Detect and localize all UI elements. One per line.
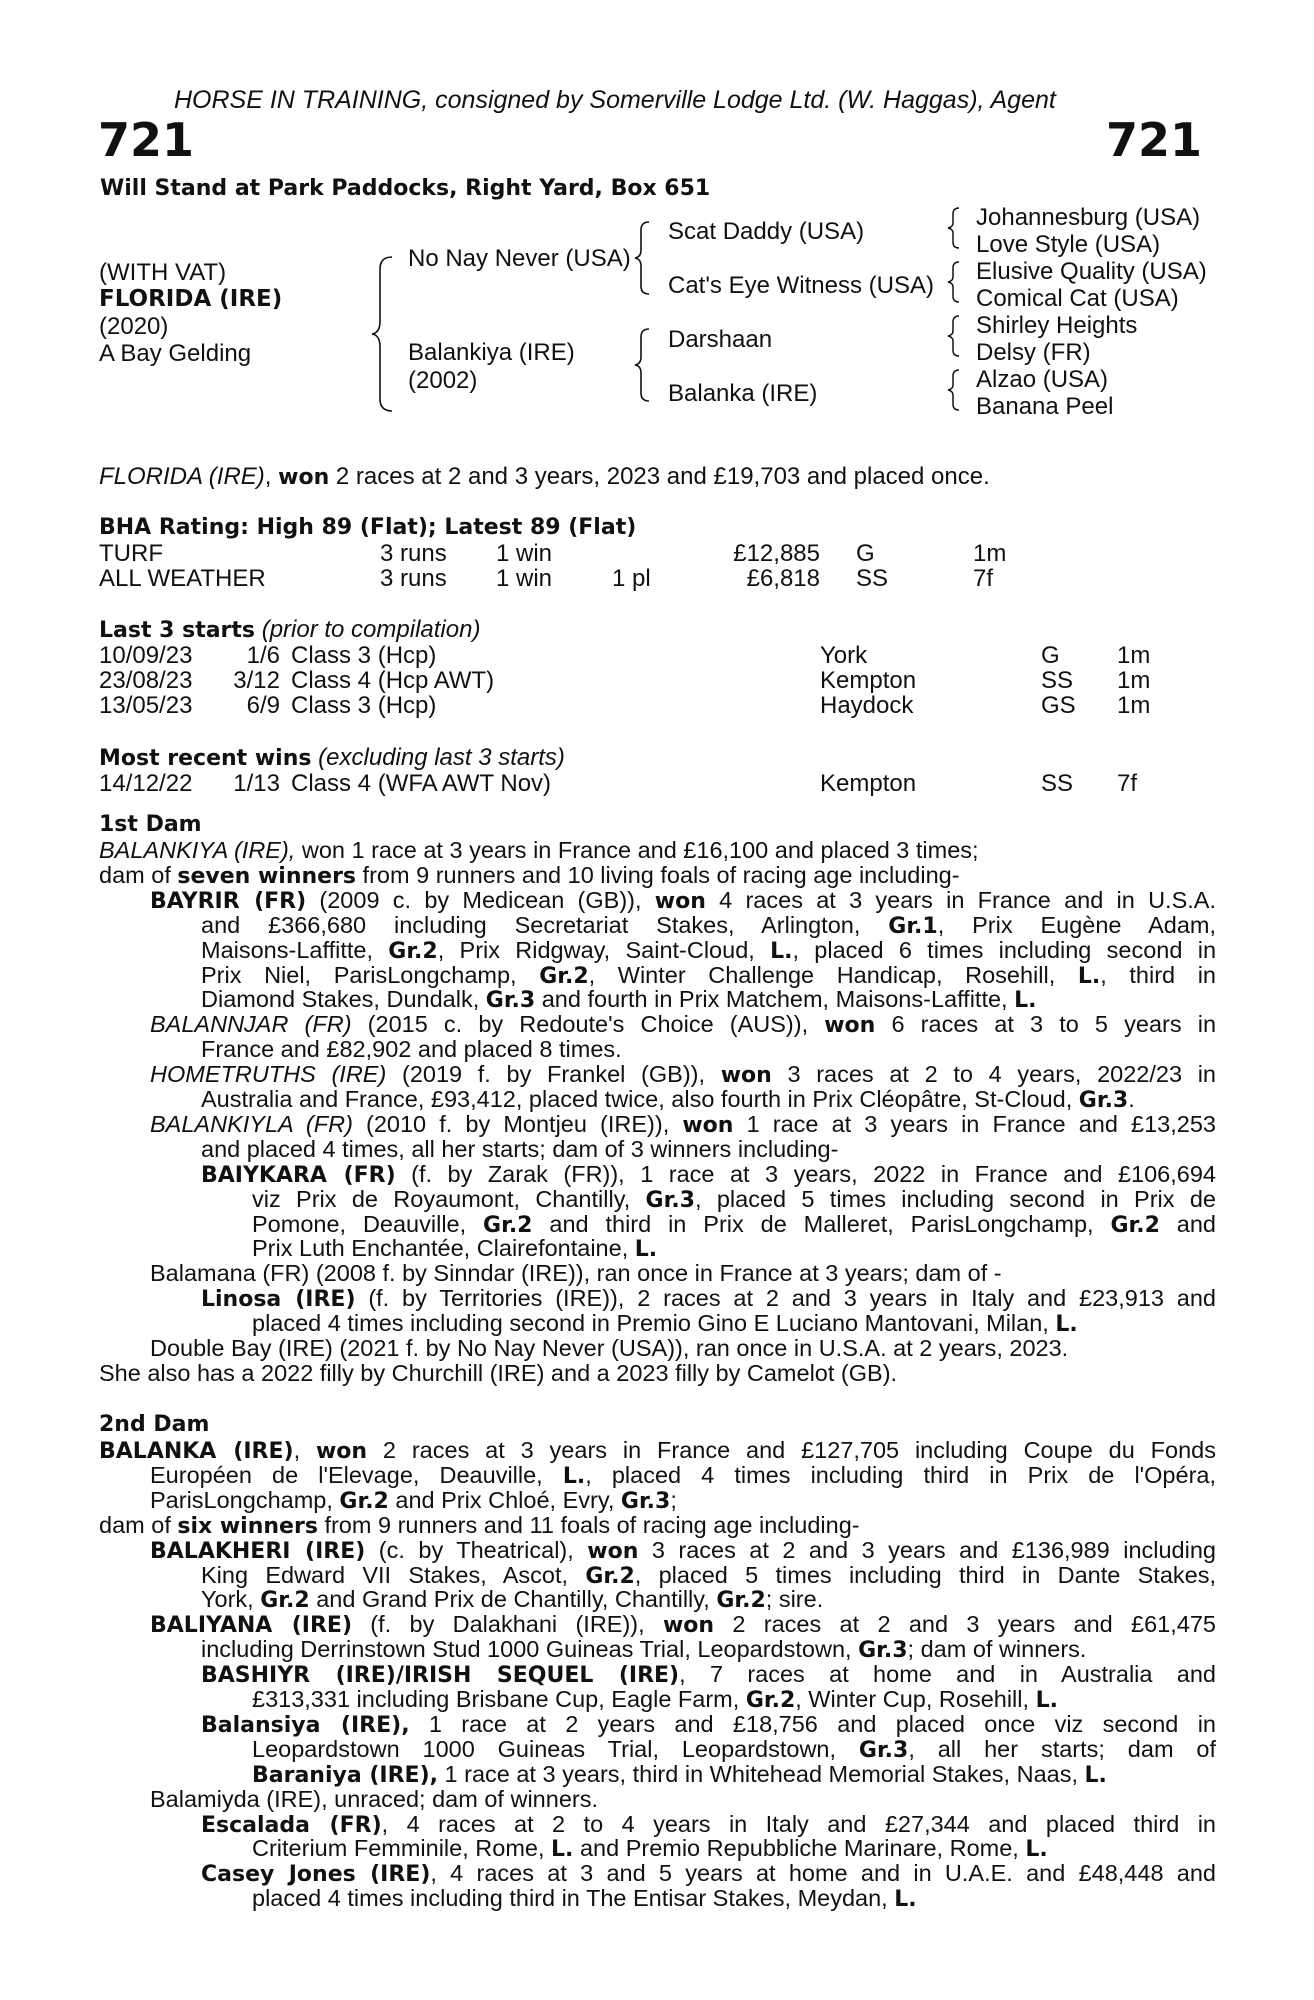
pedigree-text-line: BAIYKARA (FR) (f. by Zarak (FR)), 1 race at 3 years, 2022 in France and £106,694 xyxy=(201,1160,1216,1188)
last-start-course: Kempton xyxy=(820,667,917,694)
last-start-going: SS xyxy=(1041,667,1074,694)
pedigree-g5: Shirley Heights xyxy=(976,312,1138,339)
lot-number-left: 721 xyxy=(98,113,195,167)
pedigree-text-line: Casey Jones (IRE), 4 races at 3 and 5 years at home and in U.A.E. and £48,448 and xyxy=(201,1860,1216,1888)
pedigree-text-line: Diamond Stakes, Dundalk, Gr.3 and fourth in Prix Matchem, Maisons-Laffitte, L. xyxy=(201,986,1037,1014)
rating-wins: 1 win xyxy=(496,540,553,567)
horse-name: FLORIDA (IRE) xyxy=(99,286,283,312)
vat-note: (WITH VAT) xyxy=(99,259,227,286)
pedigree-g2: Love Style (USA) xyxy=(976,231,1161,258)
rating-placed: 1 pl xyxy=(612,565,651,592)
rating-prize: £6,818 xyxy=(746,565,820,592)
pedigree-g8: Banana Peel xyxy=(976,393,1114,420)
pedigree-text-line: dam of six winners from 9 runners and 11 foals of racing age including- xyxy=(99,1511,860,1539)
summary-horse-name: FLORIDA (IRE) xyxy=(99,463,265,490)
pedigree-text-line: BASHIYR (IRE)/IRISH SEQUEL (IRE), 7 races at home and in Australia and xyxy=(201,1661,1216,1689)
pedigree-text-line: BALANKIYA (IRE), won 1 race at 3 years in France and £16,100 and placed 3 times; xyxy=(99,837,979,863)
pedigree-dam-sire: Darshaan xyxy=(668,326,773,353)
last-start-distance: 1m xyxy=(1117,667,1151,694)
consignment-line: HORSE IN TRAINING, consigned by Somerville Lodge Ltd. (W. Haggas), Agent xyxy=(174,86,1056,114)
rating-wins: 1 win xyxy=(496,565,553,592)
last-start-position: 3/12 xyxy=(233,667,280,694)
race-summary: FLORIDA (IRE), won 2 races at 2 and 3 years, 2023 and £19,703 and placed once. xyxy=(99,463,990,490)
pedigree-text-line: BALANNJAR (FR) (2015 c. by Redoute's Choice (AUS)), won 6 races at 3 to 5 years in xyxy=(150,1011,1217,1039)
pedigree-text-line: She also has a 2022 filly by Churchill (IRE) and a 2023 filly by Camelot (GB). xyxy=(99,1359,898,1386)
last-start-position: 1/6 xyxy=(246,642,280,669)
pedigree-brace-dam xyxy=(633,327,655,403)
lot-number-right: 721 xyxy=(1106,113,1203,167)
pedigree-text-line: Balamiyda (IRE), unraced; dam of winners. xyxy=(150,1785,598,1812)
horse-year: (2020) xyxy=(99,313,169,340)
pedigree-text-line: Prix Luth Enchantée, Clairefontaine, L. xyxy=(252,1235,658,1263)
pedigree-text-line: Prix Niel, ParisLongchamp, Gr.2, Winter Challenge Handicap, Rosehill, L., third in xyxy=(201,961,1216,989)
pedigree-g6: Delsy (FR) xyxy=(976,339,1091,366)
pedigree-g3: Elusive Quality (USA) xyxy=(976,258,1207,285)
pedigree-text-line: Européen de l'Elevage, Deauville, L., placed 4 times including third in Prix de l'Opéra, xyxy=(150,1461,1217,1489)
pedigree-text-line: Australia and France, £93,412, placed twice, also fourth in Prix Cléopâtre, St-Cloud, Gr.3. xyxy=(201,1086,1135,1113)
last-start-date: 23/08/23 xyxy=(99,667,193,694)
pedigree-g4: Comical Cat (USA) xyxy=(976,285,1179,312)
pedigree-text-line: ParisLongchamp, Gr.2 and Prix Chloé, Evry, Gr.3; xyxy=(150,1486,677,1514)
rating-distance: 7f xyxy=(973,565,994,592)
pedigree-g7: Alzao (USA) xyxy=(976,366,1109,393)
last-start-distance: 1m xyxy=(1117,692,1151,719)
pedigree-text-line: France and £82,902 and placed 8 times. xyxy=(201,1036,622,1063)
recent-wins-heading xyxy=(99,745,565,771)
stand-location: Will Stand at Park Paddocks, Right Yard, Box 651 xyxy=(100,176,711,201)
recent-win-race: Class 4 (WFA AWT Nov) xyxy=(291,770,552,797)
pedigree-text-line: Maisons-Laffitte, Gr.2, Prix Ridgway, Saint-Cloud, L., placed 6 times including second in xyxy=(201,936,1217,964)
pedigree-brace-sire xyxy=(633,220,655,296)
pedigree-sire-dam: Cat's Eye Witness (USA) xyxy=(668,272,934,299)
pedigree-text-line: HOMETRUTHS (IRE) (2019 f. by Frankel (GB)), won 3 races at 2 to 4 years, 2022/23 in xyxy=(150,1061,1216,1089)
last-start-race: Class 4 (Hcp AWT) xyxy=(291,667,495,694)
rating-surface: ALL WEATHER xyxy=(99,565,266,592)
pedigree-dam-dam: Balanka (IRE) xyxy=(668,380,818,407)
recent-win-course: Kempton xyxy=(820,770,917,797)
pedigree-brace-g1 xyxy=(945,206,965,250)
pedigree-brace-g3 xyxy=(945,314,965,358)
last-start-date: 10/09/23 xyxy=(99,642,193,669)
pedigree-text-line: King Edward VII Stakes, Ascot, Gr.2, placed 5 times including third in Dante Stakes, xyxy=(201,1561,1217,1589)
pedigree-text-line: placed 4 times including second in Premio Gino E Luciano Mantovani, Milan, L. xyxy=(252,1310,1078,1338)
rating-runs: 3 runs xyxy=(380,540,447,567)
pedigree-text-line: Double Bay (IRE) (2021 f. by No Nay Never (USA)), ran once in U.S.A. at 2 years, 2023. xyxy=(150,1335,1069,1361)
pedigree-text-line: Leopardstown 1000 Guineas Trial, Leopardstown, Gr.3, all her starts; dam of xyxy=(252,1735,1216,1763)
last-start-distance: 1m xyxy=(1117,642,1151,669)
pedigree-text-line: BALANKIYLA (FR) (2010 f. by Montjeu (IRE)), won 1 race at 3 years in France and £13,253 xyxy=(150,1110,1216,1138)
last-start-race: Class 3 (Hcp) xyxy=(291,692,437,719)
last-start-going: G xyxy=(1041,642,1060,669)
pedigree-text-line: Balamana (FR) (2008 f. by Sinndar (IRE)), ran once in France at 3 years; dam of - xyxy=(150,1260,1002,1287)
summary-rest: 2 races at 2 and 3 years, 2023 and £19,703 and placed once. xyxy=(329,463,990,490)
bha-rating-heading: BHA Rating: High 89 (Flat); Latest 89 (Flat) xyxy=(99,515,637,540)
pedigree-text-line: York, Gr.2 and Grand Prix de Chantilly, Chantilly, Gr.2; sire. xyxy=(201,1586,824,1614)
recent-win-position: 1/13 xyxy=(233,770,280,797)
pedigree-text-line: BALAKHERI (IRE) (c. by Theatrical), won 3 races at 2 and 3 years and £136,989 including xyxy=(150,1536,1216,1564)
pedigree-text-line: BAYRIR (FR) (2009 c. by Medicean (GB)), won 4 races at 3 years in France and in U.S.A. xyxy=(150,886,1216,914)
recent-win-distance: 7f xyxy=(1117,770,1138,797)
pedigree-sire-sire: Scat Daddy (USA) xyxy=(668,218,865,245)
summary-won: won xyxy=(278,465,330,490)
recent-win-date: 14/12/22 xyxy=(99,770,193,797)
pedigree-text-line: Baraniya (IRE), 1 race at 3 years, third in Whitehead Memorial Stakes, Naas, L. xyxy=(252,1760,1107,1788)
dam2-heading: 2nd Dam xyxy=(99,1412,210,1437)
last-start-date: 13/05/23 xyxy=(99,692,193,719)
pedigree-g1: Johannesburg (USA) xyxy=(976,204,1201,231)
pedigree-sire: No Nay Never (USA) xyxy=(408,245,631,272)
pedigree-text-line: including Derrinstown Stud 1000 Guineas Trial, Leopardstown, Gr.3; dam of winners. xyxy=(201,1636,1087,1664)
pedigree-text-line: Pomone, Deauville, Gr.2 and third in Prix de Malleret, ParisLongchamp, Gr.2 and xyxy=(252,1210,1216,1238)
pedigree-dam: Balankiya (IRE) xyxy=(408,339,575,366)
rating-distance: 1m xyxy=(973,540,1007,567)
pedigree-text-line: dam of seven winners from 9 runners and 10 living foals of racing age including- xyxy=(99,861,960,889)
pedigree-text-line: £313,331 including Brisbane Cup, Eagle Farm, Gr.2, Winter Cup, Rosehill, L. xyxy=(252,1686,1058,1713)
rating-surface: TURF xyxy=(99,540,163,567)
last-start-course: Haydock xyxy=(820,692,914,719)
rating-prize: £12,885 xyxy=(733,540,820,567)
pedigree-text-line: Balansiya (IRE), 1 race at 2 years and £18,756 and placed once viz second in xyxy=(201,1710,1216,1738)
rating-going: G xyxy=(856,540,875,567)
pedigree-brace-main xyxy=(370,255,400,413)
pedigree-brace-g4 xyxy=(945,368,965,412)
pedigree-text-line: Escalada (FR), 4 races at 2 to 4 years in Italy and £27,344 and placed third in xyxy=(201,1810,1216,1838)
pedigree-text-line: Criterium Femminile, Rome, L. and Premio Repubbliche Marinare, Rome, L. xyxy=(252,1835,1048,1863)
recent-win-going: SS xyxy=(1041,770,1074,797)
last-start-course: York xyxy=(820,642,868,669)
last-start-position: 6/9 xyxy=(246,692,280,719)
pedigree-text-line: and placed 4 times, all her starts; dam of 3 winners including- xyxy=(201,1135,839,1162)
pedigree-brace-g2 xyxy=(945,260,965,304)
pedigree-text-line: BALANKA (IRE), won 2 races at 3 years in France and £127,705 including Coupe du Fonds xyxy=(99,1437,1216,1464)
horse-description: A Bay Gelding xyxy=(99,340,252,367)
pedigree-text-line: BALIYANA (IRE) (f. by Dalakhani (IRE)), won 2 races at 2 and 3 years and £61,475 xyxy=(150,1611,1216,1639)
last-start-going: GS xyxy=(1041,692,1076,719)
pedigree-text-line: placed 4 times including third in The Entisar Stakes, Meydan, L. xyxy=(252,1885,917,1913)
rating-going: SS xyxy=(856,565,889,592)
recent-wins-title: Most recent wins xyxy=(99,746,312,771)
recent-wins-note: (excluding last 3 starts) xyxy=(318,744,565,771)
last-start-race: Class 3 (Hcp) xyxy=(291,642,437,669)
last-starts-heading xyxy=(99,617,480,643)
dam1-heading: 1st Dam xyxy=(99,812,202,837)
pedigree-text-line: Linosa (IRE) (f. by Territories (IRE)), 2 races at 2 and 3 years in Italy and £23,913 and xyxy=(201,1285,1217,1313)
pedigree-text-line: viz Prix de Royaumont, Chantilly, Gr.3, placed 5 times including second in Prix de xyxy=(252,1185,1216,1213)
rating-runs: 3 runs xyxy=(380,565,447,592)
last-starts-title: Last 3 starts xyxy=(99,618,256,643)
pedigree-text-line: and £366,680 including Secretariat Stakes, Arlington, Gr.1, Prix Eugène Adam, xyxy=(201,911,1216,939)
last-starts-note: (prior to compilation) xyxy=(261,616,481,643)
pedigree-dam-year: (2002) xyxy=(408,367,478,394)
